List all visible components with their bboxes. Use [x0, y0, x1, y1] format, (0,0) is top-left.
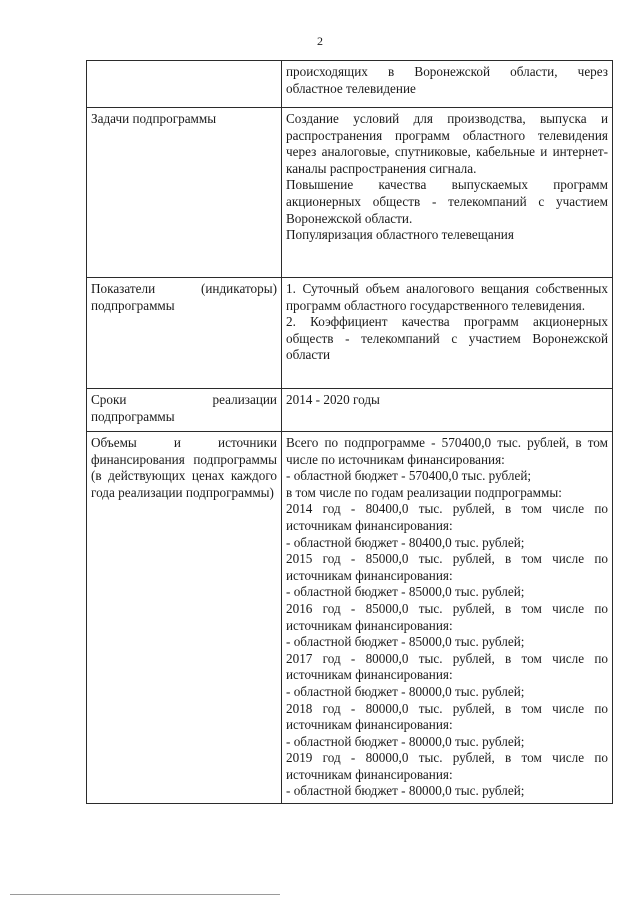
- value-paragraph: - областной бюджет - 80000,0 тыс. рублей;: [286, 733, 525, 749]
- value-paragraph: Популяризация областного телевещания: [286, 227, 514, 243]
- table-row: [87, 61, 613, 108]
- value-paragraph: 2014 год - 80400,0 тыс. рублей, в том числе по источникам финансирования:: [286, 501, 608, 533]
- value-paragraph: Всего по подпрограмме - 570400,0 тыс. рублей, в том числе по источникам финансирования:: [286, 435, 608, 467]
- value-paragraph: 1. Суточный объем аналогового вещания собственных программ областного государственного телевидения.: [286, 281, 608, 313]
- value-paragraph: 2019 год - 80000,0 тыс. рублей, в том числе по источникам финансирования:: [286, 750, 608, 782]
- value-paragraph: - областной бюджет - 85000,0 тыс. рублей;: [286, 634, 525, 650]
- value-paragraph: Создание условий для производства, выпуска и распространения программ областного телевидения через аналоговые, спутниковые, кабельные и интернет-каналы распространения сигнала.: [286, 111, 608, 176]
- table-row: [87, 108, 613, 278]
- value-paragraph: 2015 год - 85000,0 тыс. рублей, в том числе по источникам финансирования:: [286, 551, 608, 583]
- row-label: Задачи подпрограммы: [87, 108, 282, 278]
- row-label: Сроки реализации подпрограммы: [87, 389, 282, 432]
- row-value: [282, 389, 613, 432]
- value-paragraph: - областной бюджет - 80000,0 тыс. рублей;: [286, 683, 525, 699]
- value-paragraph: 2016 год - 85000,0 тыс. рублей, в том числе по источникам финансирования:: [286, 600, 608, 633]
- scan-edge-line: [10, 894, 280, 895]
- value-paragraph: 2018 год - 80000,0 тыс. рублей, в том числе по источникам финансирования:: [286, 700, 608, 733]
- value-paragraph: происходящих в Воронежской области, через: [286, 64, 608, 79]
- value-paragraph: - областной бюджет - 85000,0 тыс. рублей;: [286, 584, 525, 600]
- table-row: [87, 278, 613, 389]
- row-label: Показатели (индикаторы) подпрограммы: [87, 278, 282, 389]
- value-paragraph: - областной бюджет - 570400,0 тыс. рублей;: [286, 468, 532, 484]
- value-paragraph: Повышение качества выпускаемых программ акционерных обществ - телекомпаний с участием Воронежской области.: [286, 177, 608, 226]
- value-paragraph: 2014 - 2020 годы: [286, 392, 380, 407]
- value-paragraph: - областной бюджет - 80000,0 тыс. рублей;: [286, 783, 525, 799]
- value-paragraph: 2017 год - 80000,0 тыс. рублей, в том числе по источникам финансирования:: [286, 650, 608, 683]
- row-value: [282, 278, 613, 389]
- row-value: [282, 61, 613, 108]
- value-paragraph: в том числе по годам реализации подпрограммы:: [286, 484, 562, 500]
- value-paragraph: областное телевидение: [286, 80, 416, 96]
- value-paragraph: - областной бюджет - 80400,0 тыс. рублей;: [286, 534, 525, 550]
- subprogram-passport-table: [86, 60, 613, 804]
- table-row: [87, 389, 613, 432]
- value-paragraph: 2. Коэффициент качества программ акционерных обществ - телекомпаний с участием Воронежской области: [286, 314, 608, 363]
- row-value: [282, 432, 613, 804]
- page-number: 2: [317, 34, 323, 48]
- row-label: Объемы и источники финансирования подпрограммы (в действующих ценах каждого года реализации подпрограммы): [87, 432, 282, 804]
- row-label: [87, 61, 282, 108]
- table-row: [87, 432, 613, 804]
- row-value: [282, 108, 613, 278]
